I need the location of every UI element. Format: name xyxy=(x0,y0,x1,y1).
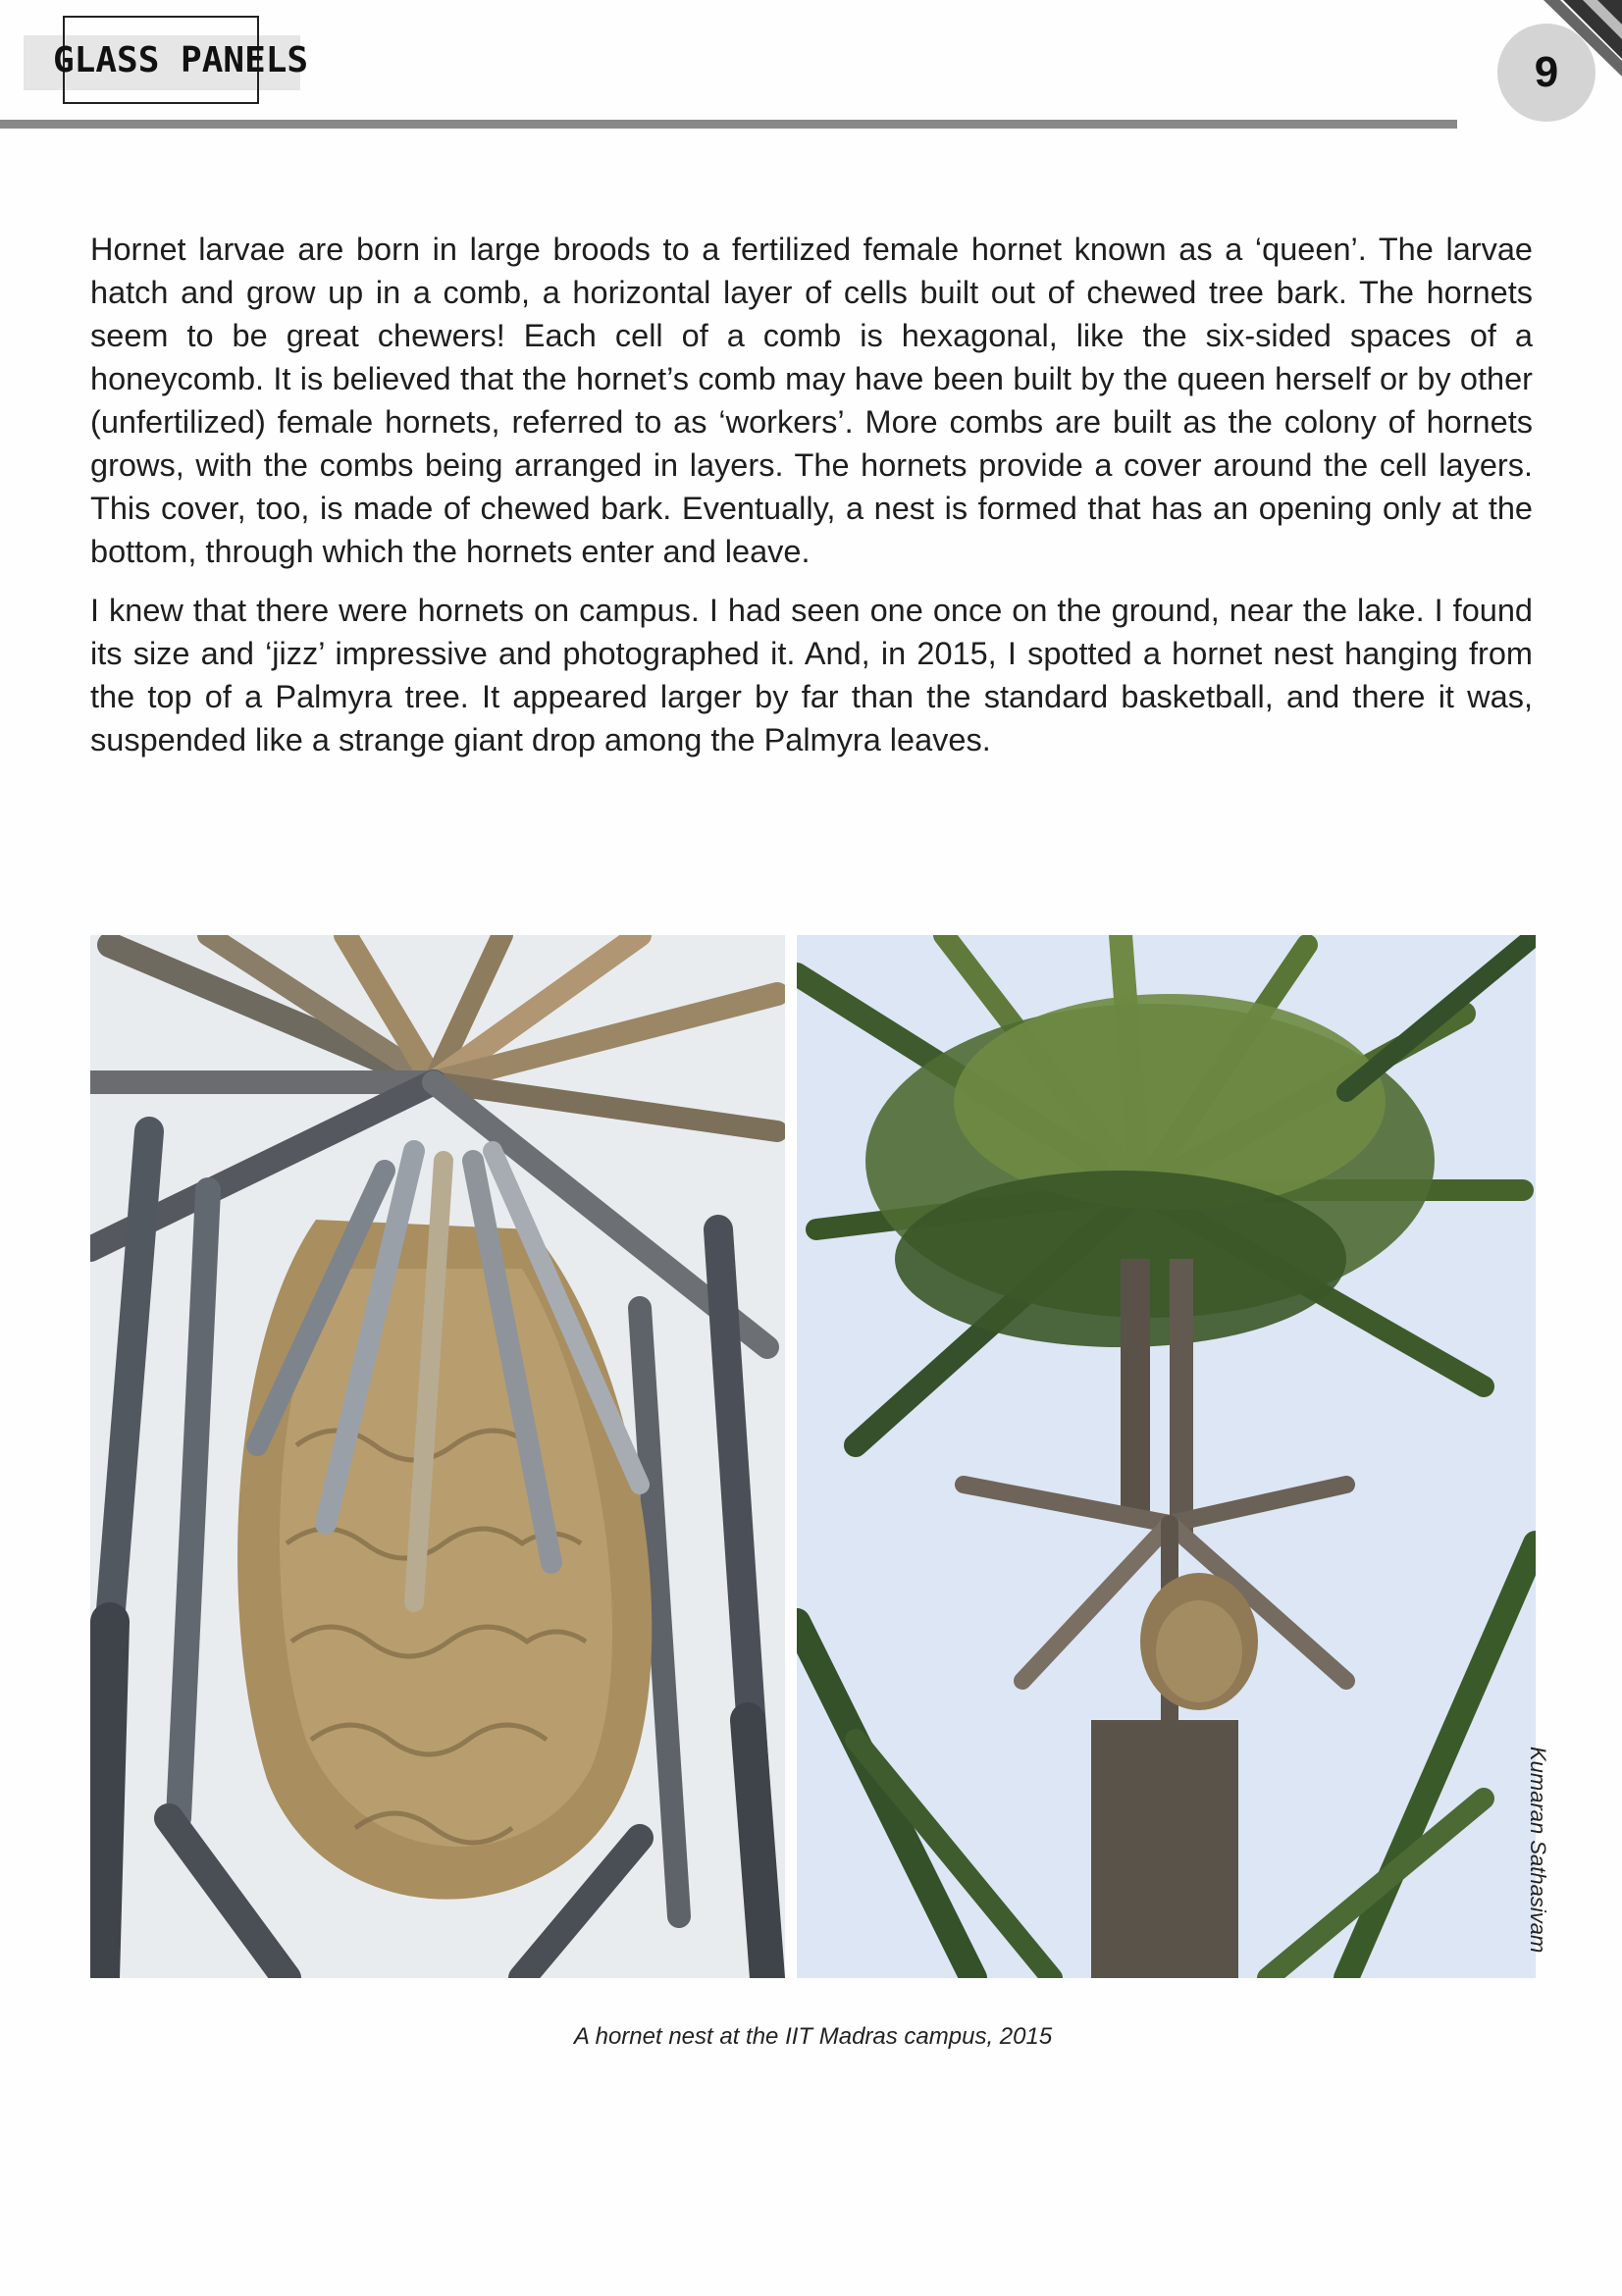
section-label: GLASS PANELS xyxy=(53,40,309,80)
photo-credit: Kumaran Sathasivam xyxy=(1526,1747,1550,1954)
page-number-badge xyxy=(1497,24,1596,122)
article-body xyxy=(90,228,1533,777)
palmyra-tree-nest-photo xyxy=(797,935,1536,1978)
paragraph: I knew that there were hornets on campus. I had seen one once on the ground, near the lake. I found its size and ‘jizz’ impressive and photographed it. And, in 2015, I spotted a hornet nest hanging from the top of a Palmyra tree. It appeared larger by far than the standard basketball, and there it was, suspended like a strange giant drop among the Palmyra leaves. xyxy=(90,593,1533,757)
hornet-nest-closeup-photo xyxy=(90,935,785,1978)
header-rule xyxy=(0,120,1457,129)
page-number: 9 xyxy=(1534,48,1559,96)
paragraph: Hornet larvae are born in large broods to a fertilized female hornet known as a ‘queen’. The larvae hatch and grow up in a comb, a horizontal layer of cells built out of chewed tree bark. The hornets seem to be great chewers! Each cell of a comb is hexagonal, like the six-sided spaces of a honeycomb. It is believed that the hornet’s comb may have been built by the queen herself or by other (unfertilized) female hornets, referred to as ‘workers’. More combs are built as the colony of hornets grows, with the combs being arranged in layers. The hornets provide a cover around the cell layers. This cover, too, is made of chewed bark. Eventually, a nest is formed that has an opening only at the bottom, through which the hornets enter and leave. xyxy=(90,232,1533,569)
figure-caption: A hornet nest at the IIT Madras campus, 2015 xyxy=(573,2023,1053,2050)
